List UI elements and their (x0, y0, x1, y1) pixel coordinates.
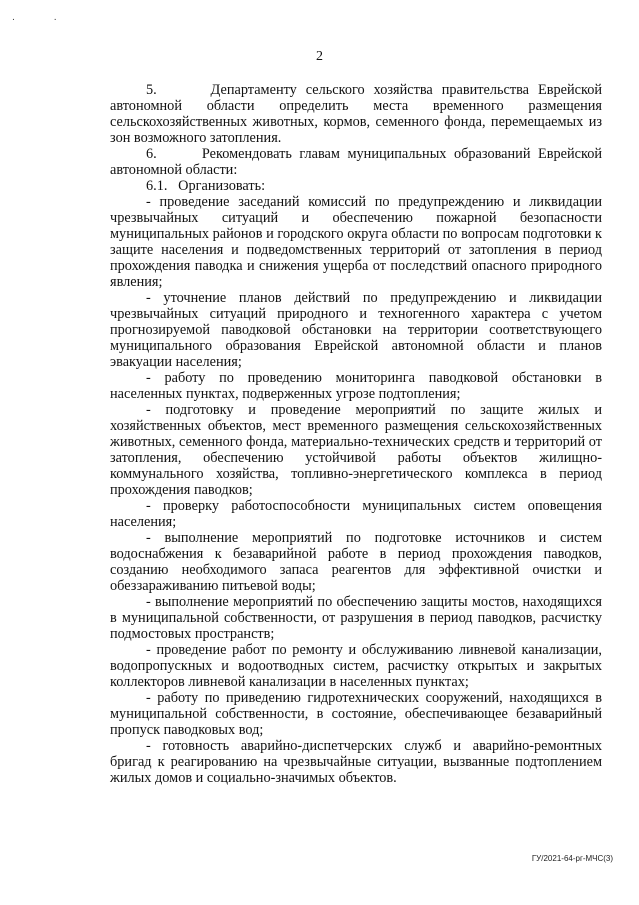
paragraph-6-1: 6.1. Организовать: (146, 178, 266, 194)
paragraph-5: 5. Департаменту сельского хозяйства правительства Еврейской автономной области определить места временного размещения сельскохозяйственных животных, кормов, семенного фонда, перемещаемых из зон возможного затопления. (110, 82, 602, 146)
document-body (110, 82, 602, 786)
list-item: - проведение работ по ремонту и обслуживанию ливневой канализации, водопропускных и водоотводных систем, расчистку открытых и закрытых коллекторов ливневой канализации в населенных пунктах; (110, 642, 602, 690)
scan-specks: . . (12, 13, 75, 23)
list-item: - проверку работоспособности муниципальных систем оповещения населения; (110, 498, 602, 530)
paragraph-6: 6. Рекомендовать главам муниципальных образований Еврейской автономной области: (110, 146, 602, 178)
page-number: 2 (316, 49, 323, 64)
list-item: - готовность аварийно-диспетчерских служб и аварийно-ремонтных бригад к реагированию на чрезвычайные ситуации, вызванные подтоплением жилых домов и социально-значимых объектов. (110, 738, 602, 786)
list-item: - выполнение мероприятий по подготовке источников и систем водоснабжения к безаварийной работе в период прохождения паводков, созданию необходимого запаса реагентов для эффективной очистки и обеззараживанию питьевой воды; (110, 530, 602, 594)
list-item: - проведение заседаний комиссий по предупреждению и ликвидации чрезвычайных ситуаций и обеспечению пожарной безопасности муниципальных районов и городского округа области по вопросам подготовки к защите населения и подведомственных территорий от затопления в период прохождения паводка и снижения ущерба от последствий опасного природного явления; (110, 194, 602, 290)
list-item: - работу по приведению гидротехнических сооружений, находящихся в муниципальной собственности, в состояние, обеспечивающее безаварийный пропуск паводковых вод; (110, 690, 602, 738)
list-item: - выполнение мероприятий по обеспечению защиты мостов, находящихся в муниципальной собственности, от разрушения в период паводков, расчистку подмостовых пространств; (110, 594, 602, 642)
list-item: - уточнение планов действий по предупреждению и ликвидации чрезвычайных ситуаций природного и техногенного характера с учетом прогнозируемой паводковой обстановки на территории соответствующего муниципального образования Еврейской автономной области и планов эвакуации населения; (110, 290, 602, 370)
list-item: - подготовку и проведение мероприятий по защите жилых и хозяйственных объектов, мест временного размещения сельскохозяйственных животных, семенного фонда, материально-технических средств и территорий от затопления, обеспечению устойчивой работы объектов жилищно-коммунального хозяйства, топливно-энергетического комплекса в период прохождения паводков; (110, 402, 602, 498)
list-item: - работу по проведению мониторинга паводковой обстановки в населенных пунктах, подверженных угрозе подтопления; (110, 370, 602, 402)
document-code: ГУ/2021-64-рг-МЧС(3) (531, 854, 613, 863)
